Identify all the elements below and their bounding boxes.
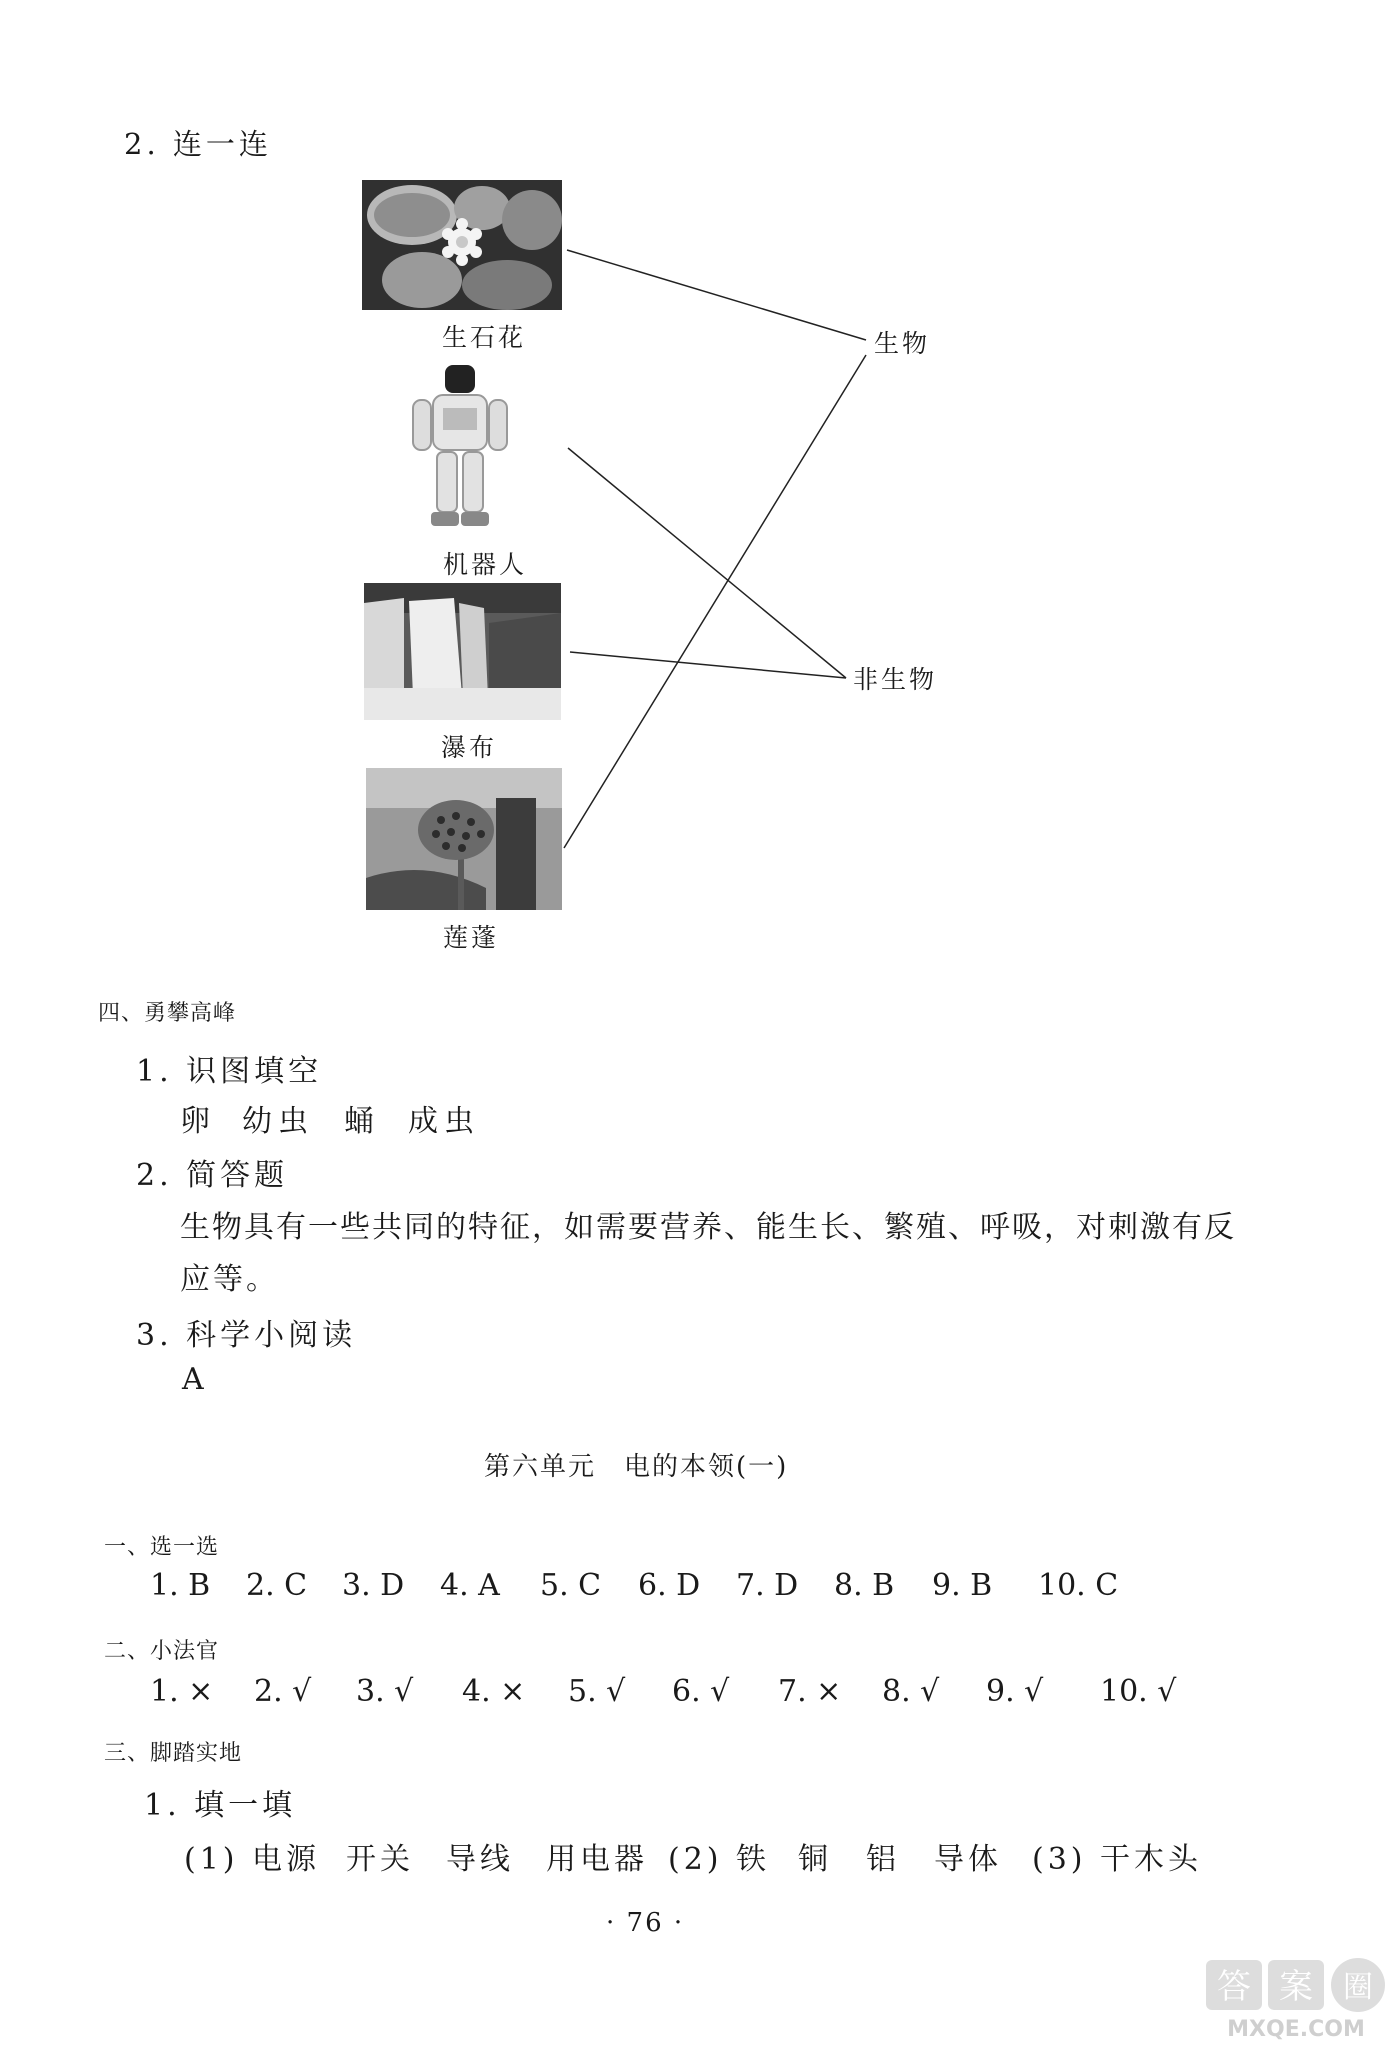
s3-fill-answer: 用电器: [546, 1842, 648, 1877]
s2-answer: 7. ×: [778, 1674, 842, 1709]
watermark-char-2: 案: [1279, 1967, 1313, 2007]
line-seedpod-to-living: [564, 355, 866, 848]
page-number: · 76 ·: [606, 1908, 685, 1938]
line-waterfall-to-nonliving: [570, 652, 846, 678]
caption-waterfall: 瀑布: [441, 733, 498, 762]
s1-answer: 3. D: [342, 1568, 405, 1603]
s2-answer: 5. √: [568, 1674, 626, 1709]
s3-fill-answer: 开关: [346, 1842, 414, 1877]
line-robot-to-nonliving: [568, 448, 846, 678]
s3-fill-answer: (1) 电源: [184, 1842, 321, 1877]
s4-q3-answer: A: [182, 1362, 207, 1397]
match-heading: 2. 连一连: [124, 127, 272, 161]
s3-fill-answer: 导线: [446, 1842, 514, 1877]
s1-answer: 6. D: [638, 1568, 701, 1603]
s3-fill-answer: 铜: [798, 1842, 828, 1877]
s2-answer: 1. ×: [150, 1674, 214, 1709]
caption-lotus-seedpod: 莲蓬: [443, 923, 500, 952]
s1-answer: 2. C: [246, 1568, 308, 1603]
s1-answer: 8. B: [834, 1568, 895, 1603]
s1-answer: 7. D: [736, 1568, 799, 1603]
unit-title: 第六单元 电的本领(一): [484, 1452, 789, 1482]
s4-q1-answer: 蛹: [344, 1104, 374, 1139]
watermark-char-3: 圈: [1343, 1970, 1373, 2005]
s4-q2-label: 2. 简答题: [136, 1158, 289, 1193]
s2-answer: 10. √: [1100, 1674, 1177, 1709]
target-living: 生物: [874, 329, 931, 358]
s3-fill-answer: (3) 干木头: [1032, 1842, 1203, 1877]
section4-heading: 四、勇攀高峰: [98, 1001, 237, 1026]
caption-living-stone: 生石花: [442, 323, 527, 352]
s1-answer: 9. B: [932, 1568, 993, 1603]
s4-q1-answer: 幼虫: [242, 1104, 314, 1139]
s2-answer: 2. √: [254, 1674, 312, 1709]
watermark-logo: [1186, 1954, 1396, 2044]
s4-q3-label: 3. 科学小阅读: [136, 1318, 357, 1353]
watermark-char-1: 答: [1217, 1967, 1251, 2007]
s2-answer: 8. √: [882, 1674, 940, 1709]
s2-answer: 4. ×: [462, 1674, 526, 1709]
s3-fill-answer: 导体: [934, 1842, 1002, 1877]
s1-answer: 4. A: [440, 1568, 500, 1603]
s1-answer: 1. B: [150, 1568, 211, 1603]
s4-q2-answer-line2: 应等。: [180, 1262, 279, 1297]
watermark-url: MXQE.COM: [1227, 2017, 1365, 2042]
s4-q1-label: 1. 识图填空: [136, 1054, 323, 1089]
s2-answer: 3. √: [356, 1674, 414, 1709]
s4-q2-answer-line1: 生物具有一些共同的特征，如需要营养、能生长、繁殖、呼吸，对刺激有反: [180, 1210, 1236, 1245]
line-living-stone-to-living: [567, 250, 866, 340]
s3-fill-answer: (2) 铁: [668, 1842, 771, 1877]
s2-answer: 6. √: [672, 1674, 730, 1709]
s2-answer: 9. √: [986, 1674, 1044, 1709]
s4-q1-answer: 卵: [180, 1104, 210, 1139]
caption-robot: 机器人: [443, 550, 528, 579]
target-nonliving: 非生物: [853, 665, 938, 694]
unit-s3-heading: 三、脚踏实地: [104, 1741, 243, 1766]
s3-fill-answer: 铝: [866, 1842, 896, 1877]
s4-q1-answer: 成虫: [408, 1104, 480, 1139]
unit-s2-heading: 二、小法官: [104, 1639, 220, 1664]
s1-answer: 5. C: [540, 1568, 602, 1603]
unit-s3-q1-label: 1. 填一填: [144, 1788, 297, 1823]
s1-answer: 10. C: [1038, 1568, 1119, 1603]
unit-s1-heading: 一、选一选: [104, 1535, 220, 1560]
